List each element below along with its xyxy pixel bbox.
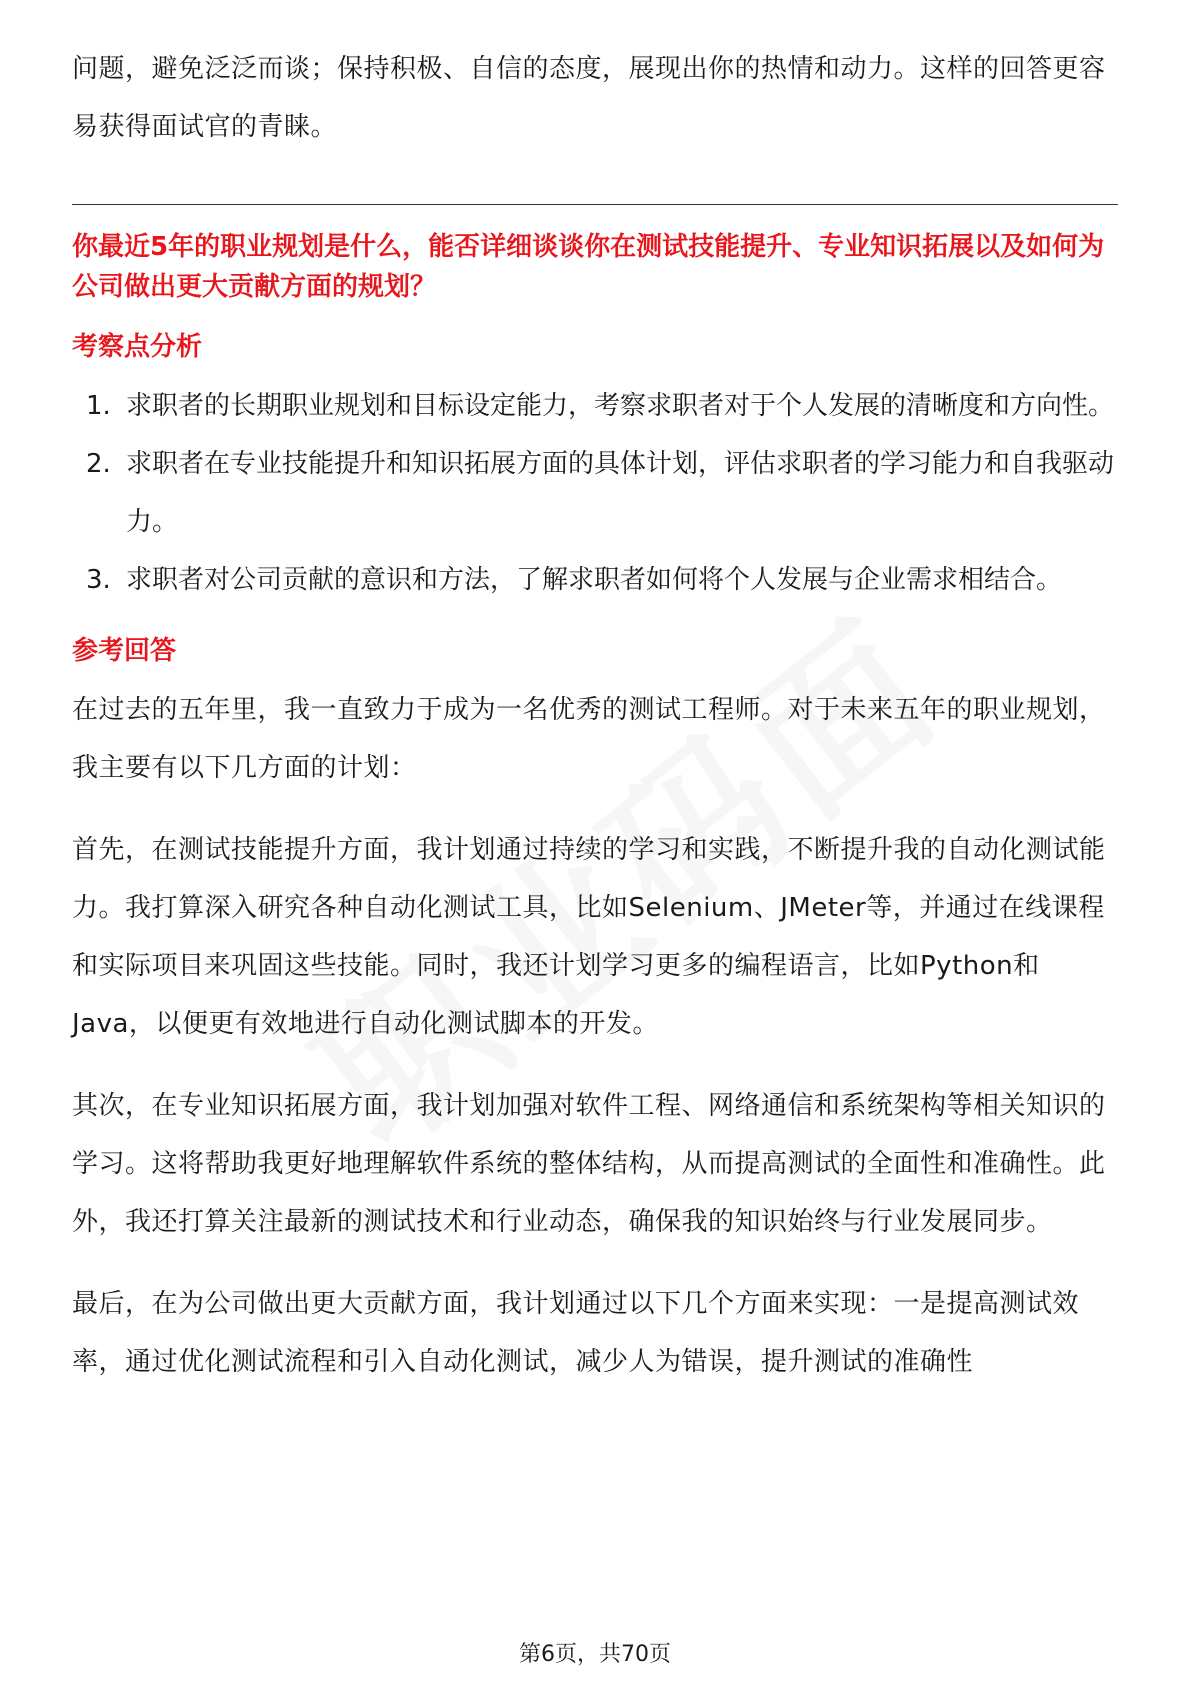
question-heading: 你最近5年的职业规划是什么，能否详细谈谈你在测试技能提升、专业知识拓展以及如何为公司做出更大贡献方面的规划？ xyxy=(72,232,1105,302)
list-item-text: 求职者的长期职业规划和目标设定能力，考察求职者对于个人发展的清晰度和方向性。 xyxy=(126,391,1115,421)
answer-paragraph: 其次，在专业知识拓展方面，我计划加强对软件工程、网络通信和系统架构等相关知识的学习。这将帮助我更好地理解软件系统的整体结构，从而提高测试的全面性和准确性。此外，我还打算关注最新的测试技术和行业动态，确保我的知识始终与行业发展同步。 xyxy=(72,1091,1106,1237)
analysis-list xyxy=(72,377,1118,609)
intro-paragraph: 问题，避免泛泛而谈；保持积极、自信的态度，展现出你的热情和动力。这样的回答更容易获得面试官的青睐。 xyxy=(72,54,1106,142)
answer-paragraph: 在过去的五年里，我一直致力于成为一名优秀的测试工程师。对于未来五年的职业规划，我主要有以下几方面的计划： xyxy=(72,695,1106,783)
section-divider xyxy=(72,204,1118,205)
analysis-item xyxy=(72,435,1118,551)
answer-heading: 参考回答 xyxy=(72,636,177,666)
document-page xyxy=(72,40,1118,1391)
list-number: 1. xyxy=(86,391,111,421)
analysis-item xyxy=(72,377,1118,435)
analysis-heading: 考察点分析 xyxy=(72,332,203,362)
list-number: 2. xyxy=(86,449,111,479)
list-item-text: 求职者对公司贡献的意识和方法，了解求职者如何将个人发展与企业需求相结合。 xyxy=(126,565,1063,595)
page-number: 第6页，共70页 xyxy=(519,1642,671,1667)
analysis-item xyxy=(72,551,1118,609)
answer-paragraph: 最后，在为公司做出更大贡献方面，我计划通过以下几个方面来实现：一是提高测试效率，通过优化测试流程和引入自动化测试，减少人为错误，提升测试的准确性 xyxy=(72,1289,1080,1377)
list-item-text: 求职者在专业技能提升和知识拓展方面的具体计划，评估求职者的学习能力和自我驱动力。 xyxy=(126,449,1115,537)
answer-paragraph: 首先，在测试技能提升方面，我计划通过持续的学习和实践，不断提升我的自动化测试能力。我打算深入研究各种自动化测试工具，比如Selenium、JMeter等，并通过在线课程和实际项目来巩固这些技能。同时，我还计划学习更多的编程语言，比如Python和Java，以便更有效地进行自动化测试脚本的开发。 xyxy=(72,835,1106,1039)
list-number: 3. xyxy=(86,565,111,595)
